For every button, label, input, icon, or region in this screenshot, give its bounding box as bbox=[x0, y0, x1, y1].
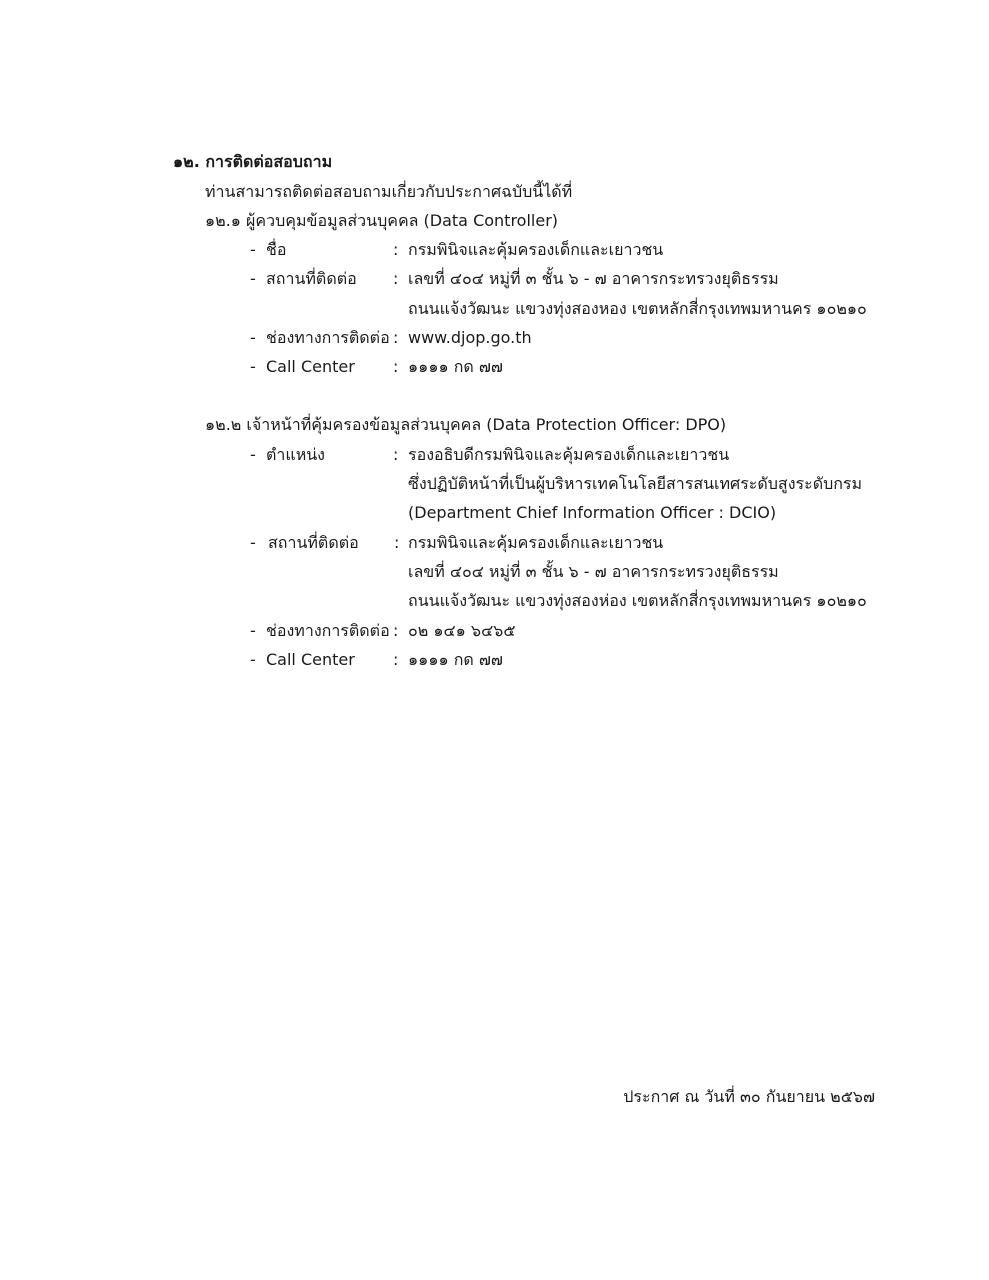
list-bullet: - bbox=[250, 621, 256, 640]
colon: : bbox=[393, 269, 399, 288]
colon: : bbox=[393, 328, 399, 347]
list-bullet: - bbox=[250, 269, 256, 288]
colon: : bbox=[393, 621, 399, 640]
colon: : bbox=[393, 445, 399, 464]
dpo-address-line1: กรมพินิจและคุ้มครองเด็กและเยาวชน bbox=[408, 533, 664, 552]
list-bullet: - bbox=[250, 328, 256, 347]
controller-address-line2: ถนนแจ้งวัฒนะ แขวงทุ่งสองหอง เขตหลักสี่กรุงเทพมหานคร ๑๐๒๑๐ bbox=[408, 299, 867, 318]
colon: : bbox=[393, 650, 399, 669]
colon: : bbox=[394, 533, 400, 552]
list-bullet: - bbox=[250, 650, 256, 669]
announcement-date: ประกาศ ณ วันที่ ๓๐ กันยายน ๒๕๖๗ bbox=[623, 1087, 875, 1106]
controller-name-value: กรมพินิจและคุ้มครองเด็กและเยาวชน bbox=[408, 240, 664, 259]
dpo-position-label: ตำแหน่ง bbox=[266, 445, 325, 464]
list-bullet: - bbox=[250, 445, 256, 464]
dpo-callcenter-value: ๑๑๑๑ กด ๗๗ bbox=[408, 650, 503, 669]
colon: : bbox=[393, 357, 399, 376]
list-bullet: - bbox=[250, 533, 256, 552]
colon: : bbox=[393, 240, 399, 259]
controller-channel-value[interactable]: www.djop.go.th bbox=[408, 328, 532, 347]
controller-channel-label: ช่องทางการติดต่อ bbox=[266, 328, 390, 347]
dpo-position-line2: ซึ่งปฏิบัติหน้าที่เป็นผู้บริหารเทคโนโลยีสารสนเทศระดับสูงระดับกรม bbox=[408, 474, 863, 493]
dpo-channel-value: ๐๒ ๑๔๑ ๖๔๖๕ bbox=[408, 621, 516, 640]
dpo-position-line1: รองอธิบดีกรมพินิจและคุ้มครองเด็กและเยาวชน bbox=[408, 445, 730, 464]
dpo-channel-label: ช่องทางการติดต่อ bbox=[266, 621, 390, 640]
dpo-address-label: สถานที่ติดต่อ bbox=[268, 533, 359, 552]
controller-callcenter-value: ๑๑๑๑ กด ๗๗ bbox=[408, 357, 503, 376]
controller-title: ๑๒.๑ ผู้ควบคุมข้อมูลส่วนบุคคล (Data Controller) bbox=[205, 211, 559, 230]
intro-text: ท่านสามารถติดต่อสอบถามเกี่ยวกับประกาศฉบับนี้ได้ที่ bbox=[205, 182, 573, 201]
controller-address-line1: เลขที่ ๔๐๔ หมู่ที่ ๓ ชั้น ๖ - ๗ อาคารกระทรวงยุติธรรม bbox=[408, 269, 779, 288]
dpo-title: ๑๒.๒ เจ้าหน้าที่คุ้มครองข้อมูลส่วนบุคคล (Data Protection Officer: DPO) bbox=[205, 415, 727, 434]
dpo-address-line2: เลขที่ ๔๐๔ หมู่ที่ ๓ ชั้น ๖ - ๗ อาคารกระทรวงยุติธรรม bbox=[408, 562, 779, 581]
controller-callcenter-label: Call Center bbox=[266, 357, 355, 376]
controller-address-label: สถานที่ติดต่อ bbox=[266, 269, 357, 288]
list-bullet: - bbox=[250, 240, 256, 259]
section-heading: ๑๒. การติดต่อสอบถาม bbox=[173, 152, 333, 171]
dpo-address-line3: ถนนแจ้งวัฒนะ แขวงทุ่งสองห่อง เขตหลักสี่กรุงเทพมหานคร ๑๐๒๑๐ bbox=[408, 591, 867, 610]
list-bullet: - bbox=[250, 357, 256, 376]
controller-name-label: ชื่อ bbox=[266, 240, 287, 259]
dpo-callcenter-label: Call Center bbox=[266, 650, 355, 669]
dpo-position-line3: (Department Chief Information Officer : DCIO) bbox=[408, 503, 777, 522]
